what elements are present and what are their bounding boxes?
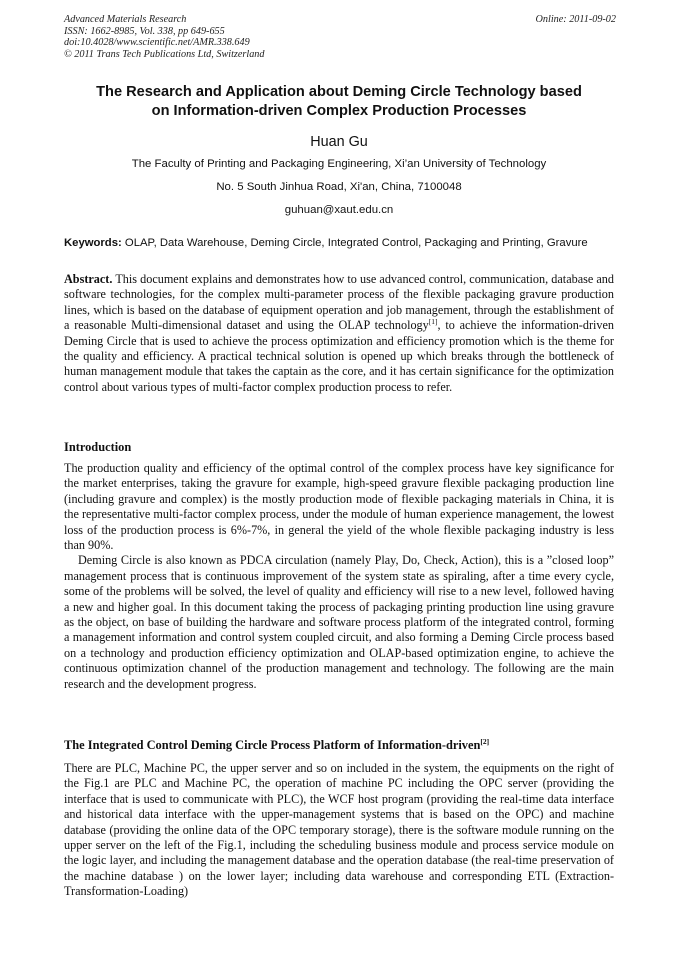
journal-name: Advanced Materials Research — [64, 14, 187, 25]
paragraph: There are PLC, Machine PC, the upper server and so on included in the system, the equipments on the right of the Fig.1 are PLC and Machine PC, the operation of machine PC including the OPC server (providing the interface that is used to communicate with PLC), the WCF host program (providing the real-time data interface and historical data interface with the upper-management systems that is based on the OPC) and machine database (providing the online data of the OPC temporary storage), there is the software module running on the upper server on the left of the Fig.1, including the scheduling business module and process service module on the logic layer, and including the management database and the operation database (the real-time preservation of the machine database ) on the lower layer; including data warehouse and corresponding ETL (Extraction-Transformation-Loading) — [64, 761, 614, 899]
abstract-label: Abstract. — [64, 272, 113, 286]
issn-line: ISSN: 1662-8985, Vol. 338, pp 649-655 — [64, 25, 225, 37]
title-line: on Information-driven Complex Production Processes — [151, 103, 527, 119]
doi-line[interactable]: doi:10.4028/www.scientific.net/AMR.338.649 — [64, 37, 250, 49]
title-line: The Research and Application about Deming Circle Technology based — [96, 84, 582, 100]
affiliation-address: No. 5 South Jinhua Road, Xi'an, China, 7100048 — [216, 181, 462, 193]
abstract-text-cont: , to achieve the information-driven Deming Circle that is used to achieve the process optimization and efficiency promotion which is the theme for the quality and efficiency. A practical technical solution is opened up which breaks through the bottleneck of human management module that takes the captain as the core, and it has certain significance for the optimization control about various types of multi-factor complex production process to refer. — [64, 318, 614, 394]
affiliation-department: The Faculty of Printing and Packaging Engineering, Xi’an University of Technology — [131, 158, 547, 170]
keywords-block — [64, 236, 614, 251]
keywords-text: OLAP, Data Warehouse, Deming Circle, Integrated Control, Packaging and Printing, Gravure — [121, 237, 588, 249]
online-date: Online: 2011-09-02 — [535, 14, 616, 25]
introduction-body — [64, 461, 614, 692]
author-email[interactable]: guhuan@xaut.edu.cn — [284, 204, 394, 216]
author-name: Huan Gu — [310, 134, 368, 150]
citation-ref[interactable]: [2] — [480, 737, 490, 746]
paragraph: Deming Circle is also known as PDCA circulation (namely Play, Do, Check, Action), this is a ”closed loop” management process that is continuous improvement of the system state as spiraling, after a time every cycle, some of the problems will be solved, the level of quality and efficiency will rise to a new level, followed having a new and higher goal. In this document taking the process of packaging printing production line using gravure as the object, on base of building the hardware and software process platform of the integrated control, forming a management information and control system coupled circuit, and also forming a Deming Circle process based on a technology and production efficiency optimization and OLAP-based optimization engine, to achieve the continuous optimization channel of the production management and technology. The following are the main research and the development progress. — [64, 553, 614, 691]
journal-header — [64, 14, 616, 60]
paper-title — [50, 83, 628, 121]
section-heading-text: The Integrated Control Deming Circle Process Platform of Information-driven — [64, 738, 481, 752]
citation-ref[interactable]: [1] — [428, 317, 438, 327]
section-heading — [64, 738, 614, 753]
paragraph: The production quality and efficiency of the optimal control of the complex process have key significance for the market enterprises, taking the gravure for example, high-speed gravure flexible packaging production line (including gravure and complex) is the mostly production mode of flexible packaging materials in China, it is the representative multi-factor complex process, under the module of human experience management, the lowest loss of the production process is 6%-7%, in general the yield of the whole flexible packaging industry is less than 90%. — [64, 461, 614, 553]
copyright-line: © 2011 Trans Tech Publications Ltd, Switzerland — [64, 48, 265, 60]
abstract-block — [64, 272, 614, 395]
introduction-heading: Introduction — [64, 440, 132, 454]
section-body — [64, 761, 614, 900]
abstract-text: This document explains and demonstrates how to use advanced control, communication, database and software technologies, for the complex multi-parameter process of the flexible packaging gravure production lines, which is based on the database of equipment operation and job management, through the establishment of a reasonable Multi-dimensional dataset and using the OLAP technology — [64, 272, 614, 333]
keywords-label: Keywords: — [64, 237, 122, 249]
